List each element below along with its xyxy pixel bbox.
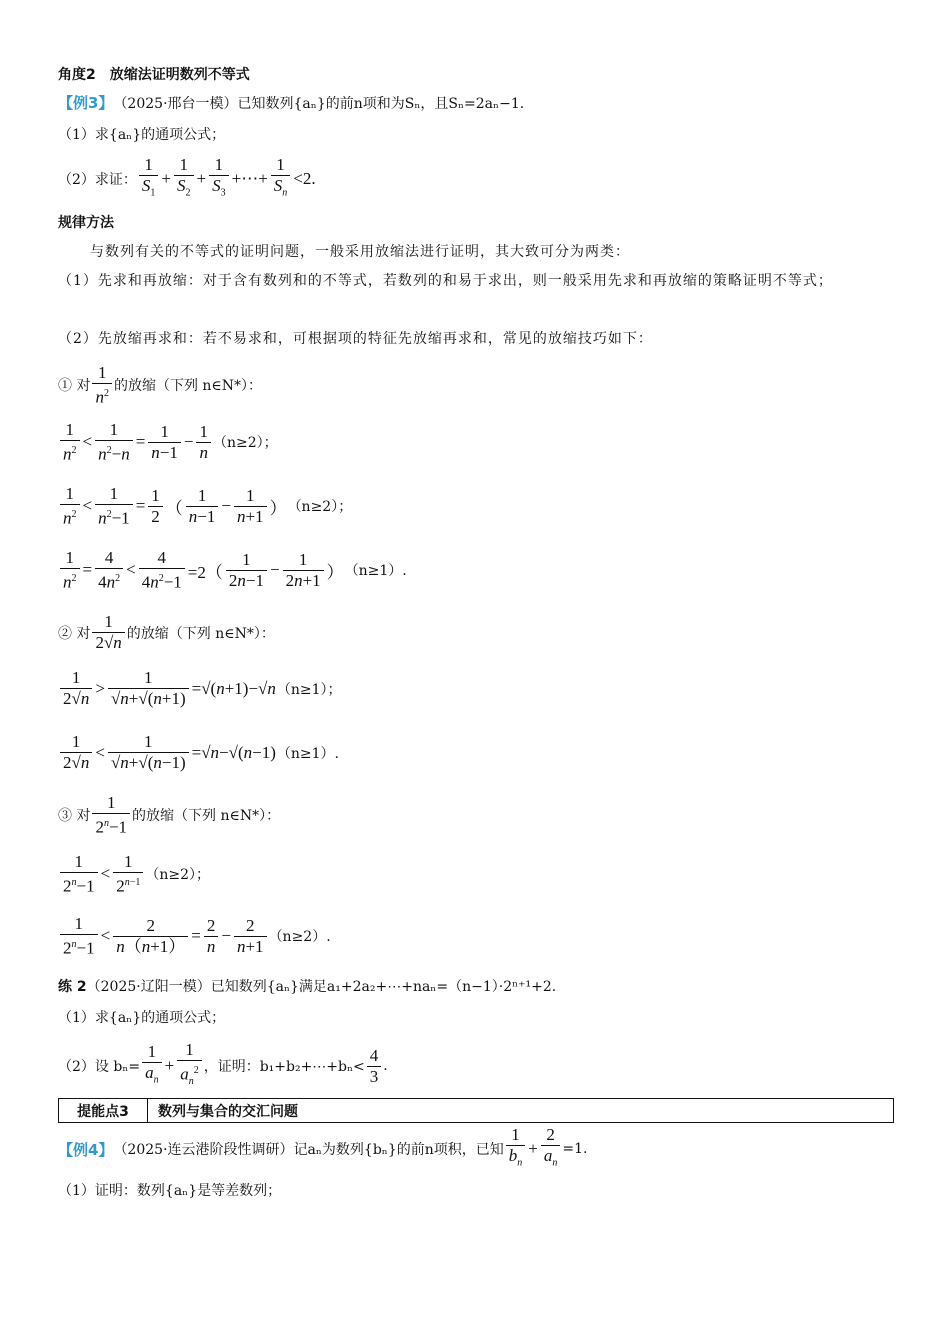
condition-text: （n≥1）； <box>276 681 342 698</box>
formula-line: $\frac{1}{2^n-1}$ < $\frac{2}{n(n+1)}$ = $\frac{2}{n}$ − $\frac{2}{n+1}$ （n≥2）. <box>58 914 331 959</box>
condition-text: （n≥2）； <box>145 867 210 884</box>
formula-line: $\frac{1}{2√n}$ > $\frac{1}{√n+√(n+1)}$ =√(n+1)−√n （n≥1）； <box>58 668 342 709</box>
method-intro: 与数列有关的不等式的证明问题，一般采用放缩法进行证明，其大致可分为两类： <box>90 244 630 260</box>
example3-q2: （2）求证： $\frac{1}{S_1}$ + $\frac{1}{S_2}$ + $\frac{1}{S_3}$ +⋯+ $\frac{1}{S_n}$ <2. <box>58 155 317 203</box>
condition-text: （n≥1）. <box>276 745 339 762</box>
formula-line: $\frac{1}{n^2}$ = $\frac{4}{4n^2}$ < $\frac{4}{4n^2-1}$ =2（ $\frac{1}{2n-1}$ − $\frac{1}{2n+1}$ ） （n≥1）. <box>58 548 407 593</box>
formula-line: $\frac{1}{n^2}$ < $\frac{1}{n^2-n}$ = $\frac{1}{n-1}$ − $\frac{1}{n}$ （n≥2）； <box>58 420 278 465</box>
item2-label: ② 对 $\frac{1}{2√n}$ 的放缩（下列 n∈N*）： <box>58 612 275 652</box>
item3-label-a: ③ 对 <box>58 808 91 825</box>
condition-text: （n≥2）. <box>268 929 331 946</box>
math-formula: $\frac{1}{n^2}$ <box>92 363 112 408</box>
angle-heading: 角度2 放缩法证明数列不等式 <box>58 67 250 83</box>
example3-q2-prefix: （2）求证： <box>58 172 137 189</box>
example4-q1: （1）证明：数列{aₙ}是等差数列； <box>58 1183 282 1199</box>
example4-text: （2025·连云港阶段性调研）记aₙ为数列{bₙ}的前n项积，已知 <box>113 1142 504 1159</box>
formula-line: $\frac{1}{2√n}$ < $\frac{1}{√n+√(n-1)}$ =√n−√(n−1) （n≥1）. <box>58 732 339 773</box>
ability-box <box>58 1098 894 1123</box>
example4-statement: 【例4】 （2025·连云港阶段性调研）记aₙ为数列{bₙ}的前n项积，已知 $\frac{1}{b_n}$ + $\frac{2}{a_n}$ =1. <box>58 1125 587 1173</box>
condition-text: （n≥1）. <box>344 563 407 580</box>
item3-label: ③ 对 $\frac{1}{2^n-1}$ 的放缩（下列 n∈N*）： <box>58 793 281 837</box>
formula-line: $\frac{1}{n^2}$ < $\frac{1}{n^2-1}$ = $\frac{1}{2}$ （ $\frac{1}{n-1}$ − $\frac{1}{n+1}$ ） （n≥2）； <box>58 484 352 529</box>
math-formula: $\frac{1}{S_n}$ <box>271 155 291 203</box>
practice2-statement <box>58 976 556 996</box>
practice2-tag: 练 2 <box>58 979 87 995</box>
practice2-q2: （2）设 bₙ= $\frac{1}{a_n}$ + $\frac{1}{a_n^2}$ ，证明：b₁+b₂+⋯+bₙ< $\frac{4}{3}$ . <box>58 1040 388 1092</box>
item2-label-a: ② 对 <box>58 625 91 642</box>
practice2-q1: （1）求{aₙ}的通项公式； <box>58 1010 226 1026</box>
practice2-text: （2025·辽阳一模）已知数列{aₙ}满足a₁+2a₂+⋯+naₙ=（n−1）·2ⁿ⁺¹+2. <box>86 979 557 995</box>
method-paragraph-2: （2）先放缩再求和：若不易求和，可根据项的特征先放缩再求和，常见的放缩技巧如下： <box>58 331 653 347</box>
ability-box-title: 数列与集合的交汇问题 <box>158 1103 298 1120</box>
practice2-q2-mid: ，证明：b₁+b₂+⋯+bₙ< <box>203 1059 365 1076</box>
example3-q2-tail: <2. <box>293 169 316 189</box>
item3-label-b: 的放缩（下列 n∈N*）： <box>132 808 281 825</box>
formula-line: $\frac{1}{2^n-1}$ < $\frac{1}{2^{n-1}}$ （n≥2）； <box>58 852 210 897</box>
item2-label-b: 的放缩（下列 n∈N*）： <box>126 625 275 642</box>
practice2-q2-end: . <box>383 1058 388 1075</box>
math-formula: $\frac{1}{S_2}$ <box>174 155 194 203</box>
example3-tag: 【例3】 <box>58 94 114 112</box>
practice2-q2-prefix: （2）设 bₙ= <box>58 1059 141 1076</box>
example4-tail: =1. <box>562 1141 588 1158</box>
math-formula: $\frac{1}{S_1}$ <box>139 155 159 203</box>
example3-text: （2025·邢台一模）已知数列{aₙ}的前n项和为Sₙ，且Sₙ=2aₙ−1. <box>113 95 525 112</box>
condition-text: （n≥2）； <box>287 499 353 516</box>
method-paragraph-1: （1）先求和再放缩：对于含有数列和的不等式，若数列的和易于求出，则一般采用先求和再放缩的策略证明不等式； <box>58 273 833 289</box>
item1-label-b: 的放缩（下列 n∈N*）： <box>113 378 263 395</box>
math-formula: $\frac{1}{S_3}$ <box>209 155 229 203</box>
condition-text: （n≥2）； <box>212 435 278 452</box>
ability-box-label: 提能点3 <box>59 1099 148 1122</box>
example4-tag: 【例4】 <box>58 1140 114 1159</box>
method-heading: 规律方法 <box>58 215 114 231</box>
example3-q1: （1）求{aₙ}的通项公式； <box>58 127 226 143</box>
item1-label-a: ① 对 <box>58 378 91 395</box>
item1-label <box>58 363 262 408</box>
example3-statement <box>58 92 524 113</box>
